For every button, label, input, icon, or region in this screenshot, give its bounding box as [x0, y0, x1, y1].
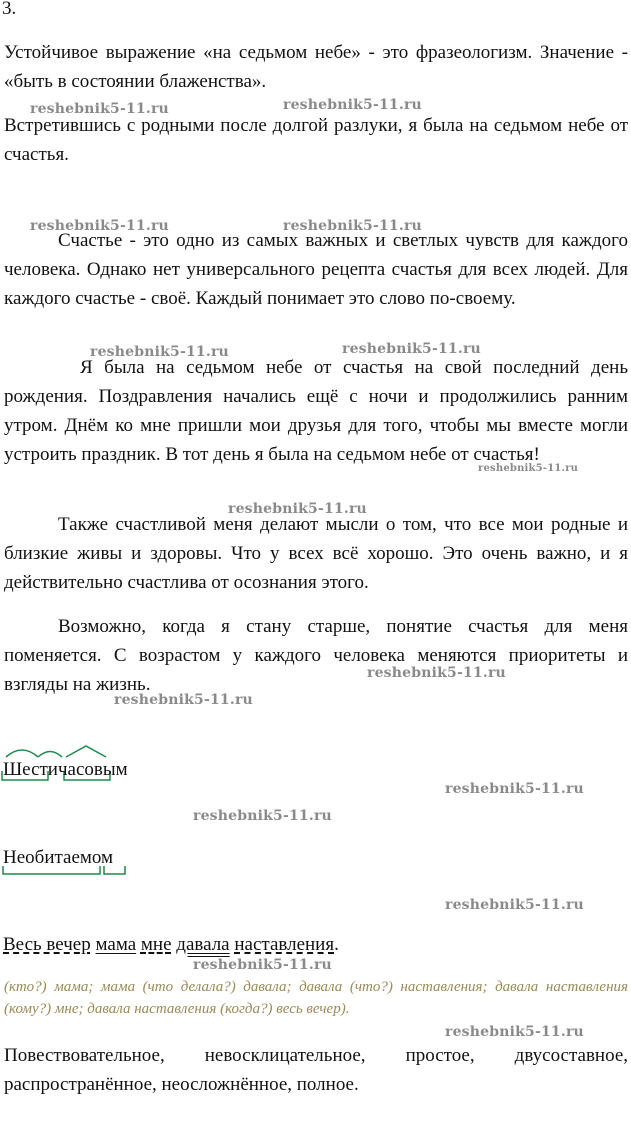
watermark: reshebnik5-11.ru [445, 781, 584, 797]
word-shestichasovym: Шестичасовым [3, 759, 128, 780]
watermark: reshebnik5-11.ru [283, 218, 422, 234]
parsed-sentence: Весь вечер мама мне давала наставления. [3, 934, 339, 955]
paragraph-example-sentence: Встретившись с родными после долгой разлуки, я была на седьмом небе от счастья. [4, 115, 628, 165]
essay-paragraph-3: Также счастливой меня делают мысли о том, что все мои родные и близкие живы и здоровы. Что у всех всё хорошо. Это очень важно, и я действительно счастлива от осознания этого. [4, 514, 628, 593]
watermark: reshebnik5-11.ru [193, 957, 332, 973]
sentence-characteristics: Повествовательное, невосклицательное, простое, двусоставное, распространённое, неосложнённое, полное. [4, 1045, 628, 1095]
watermark: reshebnik5-11.ru [283, 97, 422, 113]
paragraph-phraseologism: Устойчивое выражение «на седьмом небе» - это фразеологизм. Значение - «быть в состоянии блаженства». [4, 42, 628, 92]
watermark: reshebnik5-11.ru [193, 808, 332, 824]
essay-paragraph-2: Я была на седьмом небе от счастья на свой последний день рождения. Поздравления начались ещё с ночи и продолжились ранним утром. Днём ко мне пришли мои друзья для того, чтобы мы вместе могли устроить праздник. В тот день я была на седьмом небе от счастья! [4, 357, 628, 465]
subject-mama: мама [95, 934, 137, 955]
watermark: reshebnik5-11.ru [478, 463, 579, 474]
watermark: reshebnik5-11.ru [367, 665, 506, 681]
object-nastavleniya: наставления [234, 934, 335, 955]
watermark: reshebnik5-11.ru [30, 101, 169, 117]
watermark: reshebnik5-11.ru [445, 1024, 584, 1040]
watermark: reshebnik5-11.ru [114, 692, 253, 708]
task-number: 3. [2, 0, 17, 19]
predicate-davala: давала [176, 934, 230, 955]
essay-paragraph-1: Счастье - это одно из самых важных и светлых чувств для каждого человека. Однако нет универсального рецепта счастья для всех людей. Для каждого счастье - своё. Каждый понимает это слово по-своему. [4, 230, 628, 309]
question-chain: (кто?) мама; мама (что делала?) давала; давала (что?) наставления; давала наставления (кому?) мне; давала наставления (когда?) весь вечер). [4, 979, 628, 1017]
word-neobitaemom: Необитаемом [3, 847, 114, 868]
watermark: reshebnik5-11.ru [342, 341, 481, 357]
essay-paragraph-4: Возможно, когда я стану старше, понятие счастья для меня поменяется. С возрастом у каждого человека меняются приоритеты и взгляды на жизнь. [4, 616, 628, 695]
object-mne: мне [140, 934, 172, 955]
watermark: reshebnik5-11.ru [90, 344, 229, 360]
adverbial-ves-vecher: Весь вечер [3, 934, 91, 955]
watermark: reshebnik5-11.ru [445, 897, 584, 913]
watermark: reshebnik5-11.ru [30, 218, 169, 234]
watermark: reshebnik5-11.ru [228, 501, 367, 517]
